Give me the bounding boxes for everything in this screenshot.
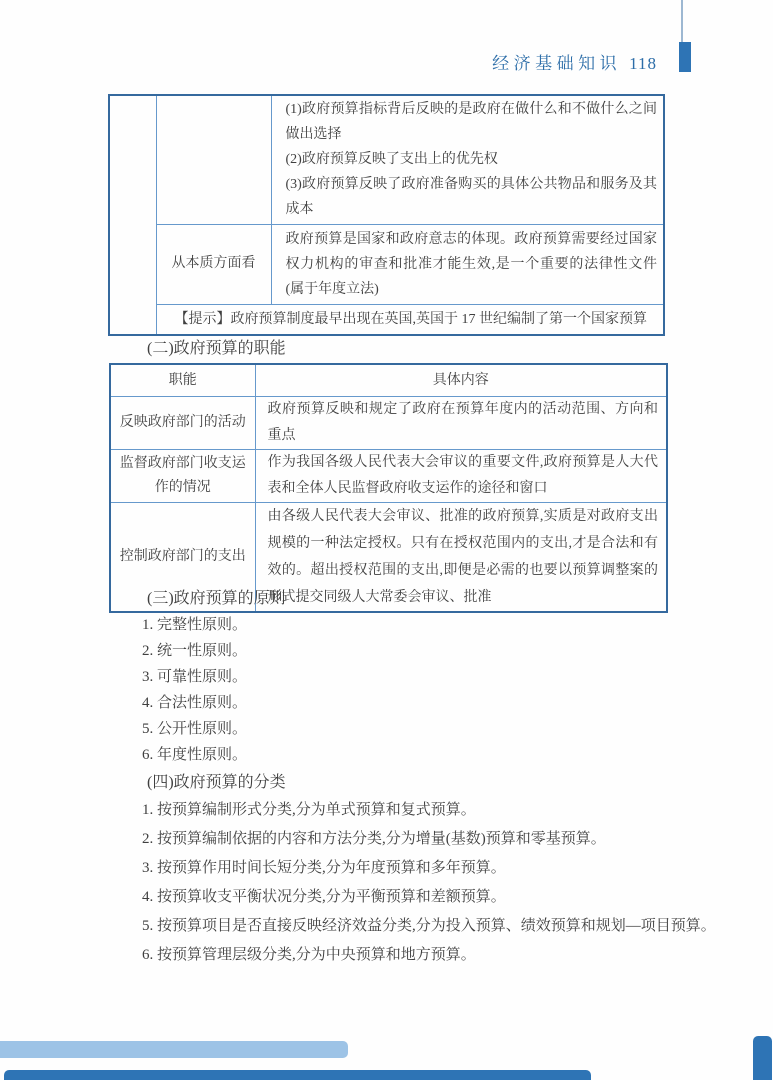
- column-header-function: 职能: [110, 364, 255, 397]
- section-heading-classification: (四)政府预算的分类: [147, 774, 286, 791]
- classification-item: 3. 按预算作用时间长短分类,分为年度预算和多年预算。: [142, 860, 506, 876]
- continued-category-cell: [109, 95, 156, 335]
- header-edge-line: [681, 0, 683, 42]
- classification-item: 4. 按预算收支平衡状况分类,分为平衡预算和差额预算。: [142, 889, 506, 905]
- function-detail: 作为我国各级人民代表大会审议的重要文件,政府预算是人大代表和全体人民监督政府收支运作的途径和窗口: [255, 450, 667, 503]
- classification-item: 6. 按预算管理层级分类,分为中央预算和地方预算。: [142, 947, 476, 963]
- classification-item: 2. 按预算编制依据的内容和方法分类,分为增量(基数)预算和零基预算。: [142, 831, 606, 847]
- table-row: [109, 95, 664, 224]
- empty-aspect-cell: [156, 95, 271, 224]
- table-row: [110, 450, 667, 503]
- sections-block: [142, 586, 716, 970]
- essence-aspect-label: 从本质方面看: [156, 224, 271, 304]
- principle-item: 1. 完整性原则。: [142, 617, 248, 633]
- page-edge-bar: [753, 1036, 772, 1080]
- footer-bar-light: [0, 1041, 348, 1058]
- section-heading-functions: (二)政府预算的职能: [147, 340, 286, 357]
- principle-item: 2. 统一性原则。: [142, 643, 248, 659]
- page-header: [492, 54, 657, 74]
- footer-bar-dark: [4, 1070, 591, 1080]
- budget-essence-table: [108, 94, 665, 336]
- page-number: 118: [629, 54, 657, 73]
- principle-item: 6. 年度性原则。: [142, 747, 248, 763]
- page-title: 经济基础知识: [492, 54, 622, 73]
- principle-item: 3. 可靠性原则。: [142, 669, 248, 685]
- classification-item: 1. 按预算编制形式分类,分为单式预算和复式预算。: [142, 802, 476, 818]
- tip-note-cell: 【提示】政府预算制度最早出现在英国,英国于 17 世纪编制了第一个国家预算: [156, 304, 664, 335]
- content-line: (2)政府预算反映了支出上的优先权: [285, 152, 498, 168]
- choices-content-cell: [271, 95, 664, 224]
- section-heading-principles: (三)政府预算的原则: [147, 590, 286, 607]
- essence-content-cell: 政府预算是国家和政府意志的体现。政府预算需要经过国家权力机构的审查和批准才能生效,是一个重要的法律性文件(属于年度立法): [271, 224, 664, 304]
- content-line: (3)政府预算反映了政府准备购买的具体公共物品和服务及其成本: [285, 177, 657, 218]
- table-header-row: [110, 364, 667, 397]
- principle-item: 5. 公开性原则。: [142, 721, 248, 737]
- budget-functions-table: [109, 363, 668, 613]
- table-row: [109, 304, 664, 335]
- principle-item: 4. 合法性原则。: [142, 695, 248, 711]
- header-tab-marker: [679, 42, 691, 72]
- function-detail: 由各级人民代表大会审议、批准的政府预算,实质是对政府支出规模的一种法定授权。只有在授权范围内的支出,才是合法和有效的。超出授权范围的支出,即便是必需的也要以预算调整案的形式提交同级人大常委会审议、批准: [255, 503, 667, 613]
- column-header-detail: 具体内容: [255, 364, 667, 397]
- function-label: 监督政府部门收支运作的情况: [110, 450, 255, 503]
- function-label: 反映政府部门的活动: [110, 397, 255, 450]
- function-detail: 政府预算反映和规定了政府在预算年度内的活动范围、方向和重点: [255, 397, 667, 450]
- table-row: [109, 224, 664, 304]
- table-row: [110, 397, 667, 450]
- content-line: (1)政府预算指标背后反映的是政府在做什么和不做什么之间做出选择: [285, 102, 657, 143]
- classification-item: 5. 按预算项目是否直接反映经济效益分类,分为投入预算、绩效预算和规划—项目预算。: [142, 918, 716, 934]
- function-label: 控制政府部门的支出: [110, 503, 255, 613]
